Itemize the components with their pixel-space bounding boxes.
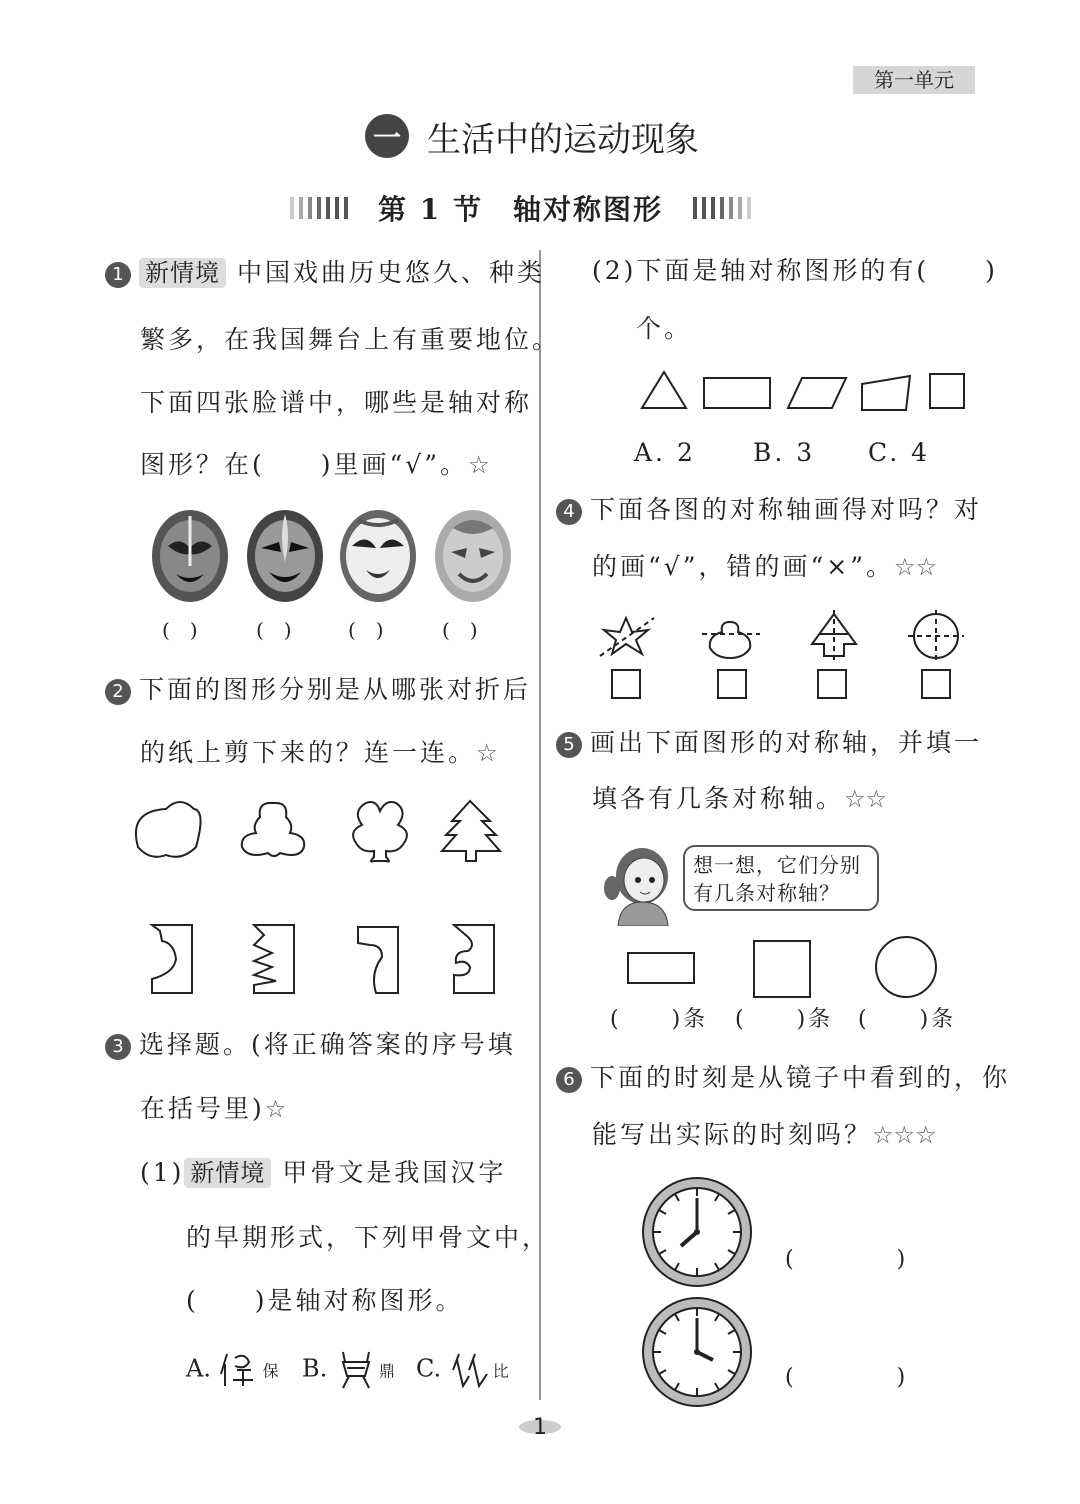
q1-blank-1[interactable]: ( ) [162, 618, 198, 642]
trapezoid-shape [862, 376, 910, 410]
option-c-label: C. [416, 1354, 442, 1383]
page-number: 1 [533, 1415, 547, 1440]
q1-text-1: 中国戏曲历史悠久、种类 [236, 258, 545, 287]
q5-blank-1[interactable]: ( )条 [610, 1007, 709, 1032]
mirror-clocks [640, 1175, 755, 1410]
rectangle-shape-2[interactable] [628, 953, 694, 983]
q1-line-3: 下面四张脸谱中，哪些是轴对称 [140, 388, 533, 417]
q2-text-2: 的纸上剪下来的？连一连。 [140, 738, 477, 767]
q2-figures [130, 795, 510, 1005]
q6-blank-1[interactable]: ( ) [785, 1247, 909, 1272]
section-heading [290, 188, 751, 228]
q5-line-2 [592, 784, 887, 814]
q5-line-1 [556, 728, 982, 758]
decor-bars-left [290, 197, 348, 219]
oracle-ding-glyph-icon [335, 1350, 379, 1390]
girl-avatar [600, 838, 680, 926]
q1-number: 1 [105, 262, 131, 288]
star-icon: ☆ [468, 451, 490, 479]
unit-tag: 第一单元 [853, 66, 975, 94]
q4-line-2 [592, 552, 937, 582]
q3-sub2-line-1: (2)下面是轴对称图形的有( ) [592, 256, 998, 285]
q2-line-1 [105, 675, 531, 705]
q2-line-2 [140, 738, 498, 768]
q4-text-2: 的画“√”，错的画“×”。 [592, 552, 895, 581]
oracle-option-c[interactable] [416, 1350, 509, 1390]
q2-number: 2 [105, 679, 131, 705]
opera-mask-3 [340, 510, 416, 602]
tree-shape[interactable] [442, 801, 500, 861]
opera-mask-2 [247, 510, 323, 602]
q3-sub2-shapes [640, 368, 970, 413]
q6-line-1 [556, 1063, 1010, 1093]
q1-line-1 [105, 258, 545, 288]
apple-shape[interactable] [136, 802, 201, 857]
triangle-shape [642, 372, 686, 408]
star-icon: ☆ [264, 1095, 287, 1123]
q6-text-1: 下面的时刻是从镜子中看到的，你 [590, 1063, 1011, 1092]
opera-masks [145, 508, 515, 608]
clock-icon-1 [643, 1178, 751, 1286]
q4-number: 4 [556, 499, 582, 525]
rectangle-shape [704, 378, 770, 408]
q3-line-1 [105, 1030, 516, 1060]
q5-number: 5 [556, 732, 582, 758]
oracle-option-b[interactable] [302, 1350, 395, 1390]
decor-bars-right [693, 197, 751, 219]
new-context-tag: 新情境 [139, 258, 226, 288]
q1-blank-3[interactable]: ( ) [348, 618, 384, 642]
oracle-option-a[interactable] [186, 1350, 279, 1390]
q5-blank-2[interactable]: ( )条 [735, 1007, 834, 1032]
q1-text-4: 图形？在( )里画“√”。 [140, 450, 468, 479]
bubble-text-1: 想一想，它们分别 [693, 853, 861, 877]
q6-number: 6 [556, 1067, 582, 1093]
folded-paper-4[interactable] [454, 925, 494, 993]
q3-sub1-number: (1) [140, 1158, 185, 1187]
q1-line-4 [140, 450, 490, 480]
speech-bubble [683, 845, 879, 911]
clover-shape[interactable] [353, 802, 407, 862]
opera-mask-1 [152, 510, 228, 602]
q3-sub1-line-1 [140, 1158, 506, 1188]
section-title: 第 1 节 轴对称图形 [378, 193, 663, 226]
chapter-number-badge: 一 [365, 114, 409, 158]
oracle-bao-glyph-icon [219, 1350, 263, 1390]
circle-shape-2[interactable] [876, 937, 936, 997]
q2-text-1: 下面的图形分别是从哪张对折后 [139, 675, 532, 704]
q6-line-2 [592, 1120, 937, 1150]
gourd-shape[interactable] [242, 803, 304, 856]
q3-sub1-line-3: ( )是轴对称图形。 [186, 1286, 464, 1315]
q1-blank-4[interactable]: ( ) [442, 618, 478, 642]
square-shape-2[interactable] [754, 941, 810, 997]
answer-box-3[interactable] [818, 670, 846, 698]
q1-line-2: 繁多，在我国舞台上有重要地位。 [140, 325, 561, 354]
q4-line-1 [556, 495, 982, 525]
star-icon: ☆☆☆ [872, 1121, 937, 1149]
gourd-shape-2 [710, 622, 751, 658]
q3-line-2 [140, 1094, 286, 1124]
oracle-bi-glyph-icon [449, 1350, 493, 1390]
q4-figures [598, 608, 978, 700]
option-a-label: A. [186, 1354, 211, 1383]
q6-text-2: 能写出实际的时刻吗？ [592, 1120, 873, 1149]
q3-number: 3 [105, 1034, 131, 1060]
chapter-title [365, 112, 699, 160]
star-icon: ☆☆ [844, 785, 888, 813]
q3-sub1-line-2: 的早期形式，下列甲骨文中， [186, 1223, 551, 1252]
answer-box-1[interactable] [612, 670, 640, 698]
bubble-text-2: 有几条对称轴？ [693, 881, 840, 905]
q3-text-1: 选择题。(将正确答案的序号填 [139, 1030, 516, 1059]
new-context-tag-2: 新情境 [184, 1158, 271, 1188]
folded-paper-2[interactable] [254, 925, 294, 993]
q6-blank-2[interactable]: ( ) [785, 1365, 909, 1390]
option-b-label: B. [302, 1354, 328, 1383]
q5-blank-3[interactable]: ( )条 [858, 1007, 957, 1032]
square-shape [930, 374, 964, 408]
q4-text-1: 下面各图的对称轴画得对吗？对 [590, 495, 983, 524]
q5-text-2: 填各有几条对称轴。 [592, 784, 845, 813]
star-icon: ☆☆ [894, 553, 938, 581]
q1-blank-2[interactable]: ( ) [256, 618, 292, 642]
answer-box-2[interactable] [718, 670, 746, 698]
q3-sub1-text-1: 甲骨文是我国汉字 [282, 1158, 507, 1187]
option-c-char: 比 [492, 1361, 509, 1381]
option-b-char: 鼎 [378, 1361, 395, 1381]
q3-sub2-option-c[interactable]: C. 4 [868, 438, 931, 467]
q3-sub2-line-2: 个。 [636, 314, 693, 343]
q5-text-1: 画出下面图形的对称轴，并填一 [590, 728, 983, 757]
folded-paper-1[interactable] [152, 925, 192, 993]
answer-box-4[interactable] [922, 670, 950, 698]
star-icon: ☆ [476, 739, 498, 767]
q3-sub2-option-a[interactable]: A. 2 [634, 438, 696, 467]
q3-text-2: 在括号里) [140, 1094, 265, 1123]
q3-sub2-option-b[interactable]: B. 3 [753, 438, 816, 467]
clock-icon-2 [643, 1298, 751, 1406]
option-a-char: 保 [262, 1361, 279, 1381]
folded-paper-3[interactable] [358, 927, 398, 993]
opera-mask-4 [435, 510, 511, 602]
chapter-title-text: 生活中的运动现象 [427, 119, 699, 160]
q5-shapes [620, 935, 950, 1005]
parallelogram-shape [788, 378, 846, 408]
